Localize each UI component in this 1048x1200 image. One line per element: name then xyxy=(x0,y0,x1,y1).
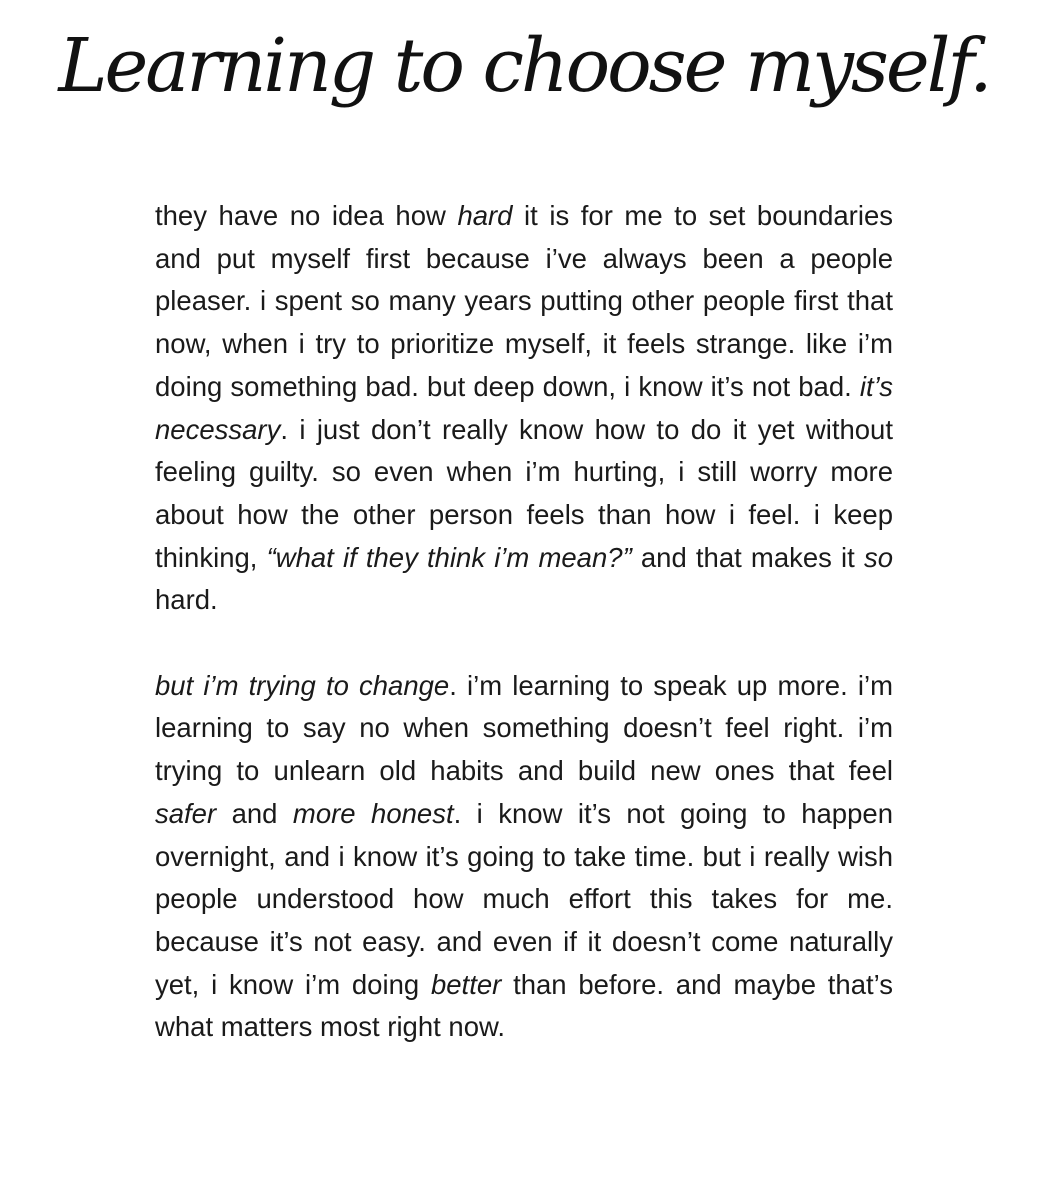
page-title: Learning to choose myself. xyxy=(58,23,990,109)
text-span-italic: safer xyxy=(155,797,217,829)
text-span: . i’m learning to speak up more. i’m learning to say no when something doesn’t feel right. i’m trying to unlearn old habits and build new ones that feel xyxy=(155,669,893,787)
text-span-italic: so xyxy=(863,541,893,573)
text-span-italic: but i’m trying to change xyxy=(155,669,450,701)
paragraph-2 xyxy=(155,665,893,1049)
text-span: it is for me to set boundaries and put myself first because i’ve always been a people pleaser. i spent so many years putting other people first that now, when i try to prioritize myself, it feels strange. like i’m doing something bad. but deep down, i know it’s not bad. xyxy=(155,200,893,402)
text-span-italic: “what if they think i’m mean?” xyxy=(266,541,632,573)
text-span-italic: it’s necessary xyxy=(155,370,893,445)
text-span: they have no idea how xyxy=(155,200,458,231)
text-span: than before. and maybe that’s what matters most right now. xyxy=(155,968,894,1043)
text-span-italic: hard xyxy=(457,200,513,231)
paragraph-1 xyxy=(155,195,893,622)
body-text xyxy=(155,195,893,1049)
text-span: . i just don’t really know how to do it yet without feeling guilty. so even when i’m hurting, i still worry more about how the other person feels than how i feel. i keep thinking, xyxy=(155,413,893,573)
text-span: and that makes it xyxy=(631,541,864,573)
text-span: and xyxy=(216,797,293,829)
text-span-italic: better xyxy=(430,968,502,1000)
text-span-italic: more honest xyxy=(292,797,454,829)
text-span: . i know it’s not going to happen overnight, and i know it’s going to take time. but i really wish people understood how much effort this takes for me. because it’s not easy. and even if it doesn’t come naturally yet, i know i’m doing xyxy=(155,797,893,1000)
text-span: hard. xyxy=(155,584,218,616)
